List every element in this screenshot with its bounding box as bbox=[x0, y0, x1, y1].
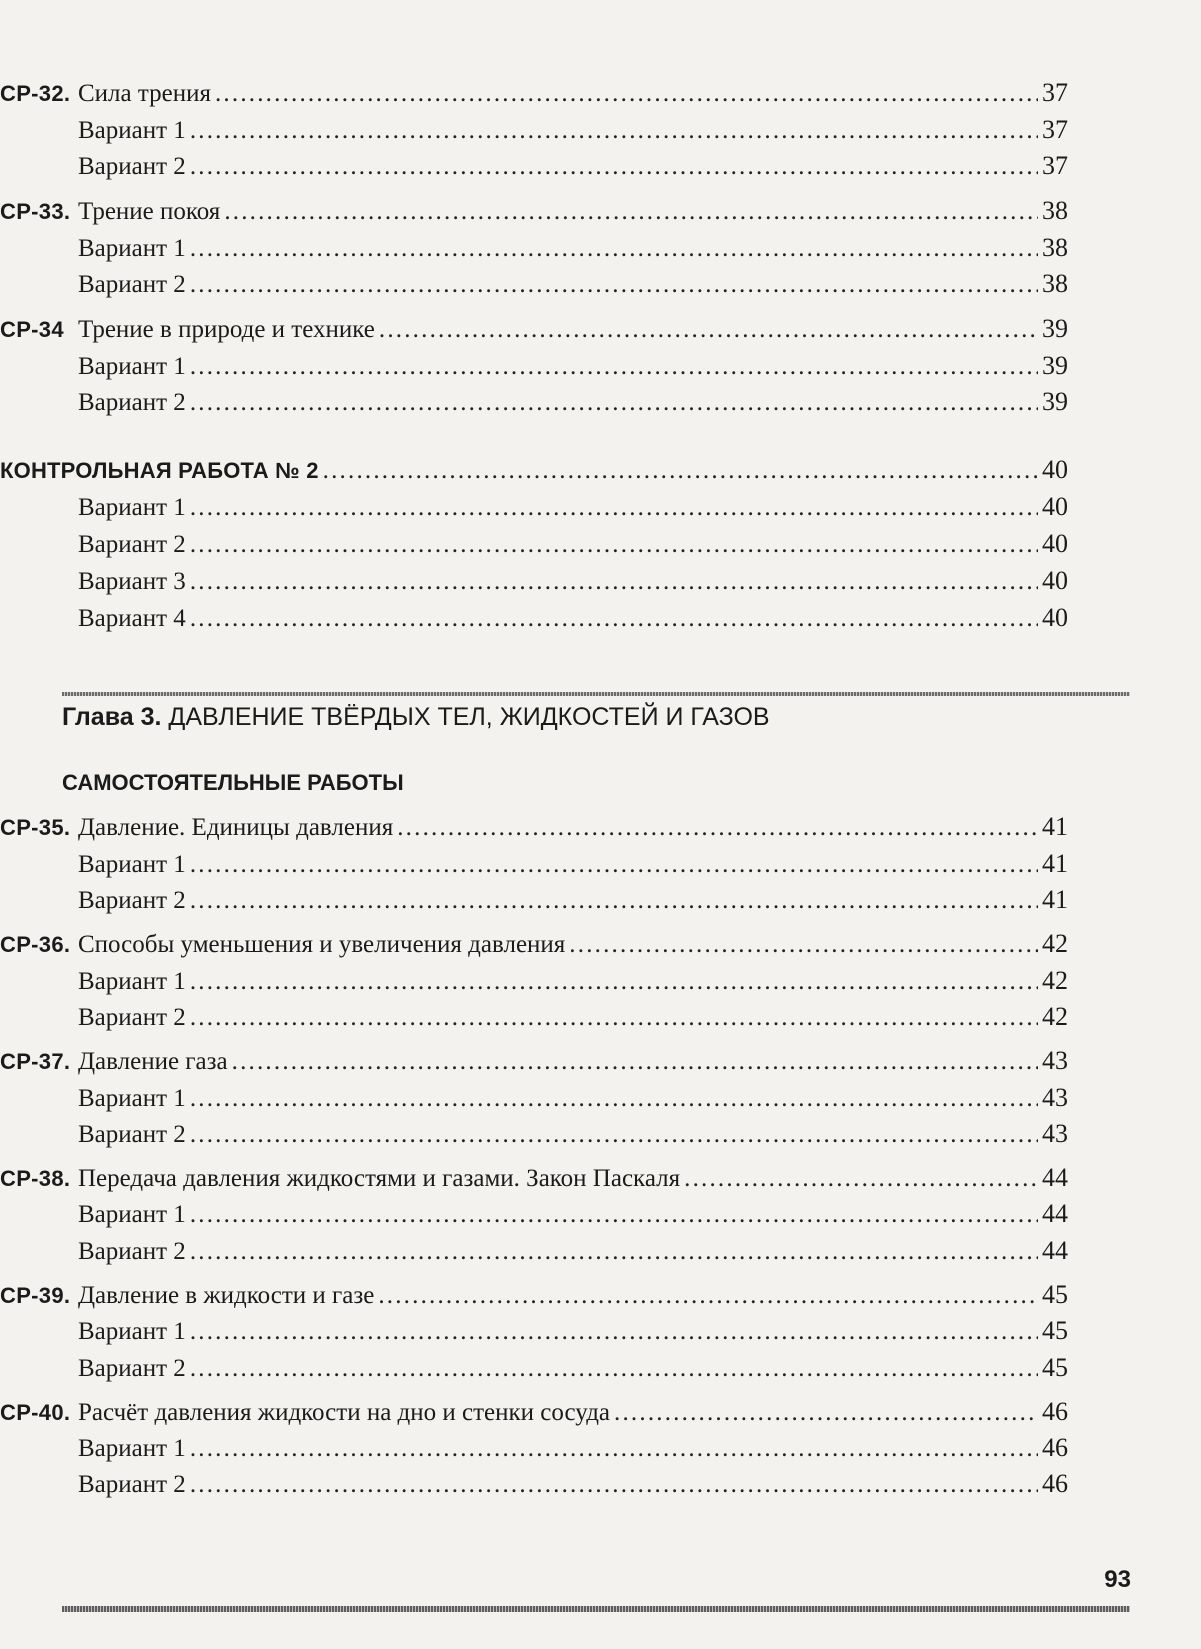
variant-label: Вариант 2 bbox=[78, 531, 186, 558]
toc-entry-sr34[interactable] bbox=[0, 314, 1068, 344]
leader-dots bbox=[190, 1003, 1038, 1033]
entry-code: СР-36. bbox=[0, 932, 71, 957]
variant-page: 45 bbox=[1042, 1316, 1068, 1345]
variant-label: Вариант 1 bbox=[78, 1085, 186, 1112]
variant-page: 40 bbox=[1042, 566, 1068, 595]
toc-variant[interactable] bbox=[0, 603, 1068, 633]
variant-label: Вариант 1 bbox=[78, 235, 186, 262]
toc-variant[interactable] bbox=[0, 966, 1068, 996]
variant-label: Вариант 1 bbox=[78, 1435, 186, 1462]
variant-label: Вариант 1 bbox=[78, 968, 186, 995]
variant-page: 44 bbox=[1042, 1236, 1068, 1265]
variant-page: 46 bbox=[1042, 1469, 1068, 1498]
toc-variant[interactable] bbox=[0, 1236, 1068, 1266]
toc-variant[interactable] bbox=[0, 1199, 1068, 1229]
toc-variant[interactable] bbox=[0, 233, 1068, 263]
leader-dots bbox=[190, 604, 1038, 634]
variant-page: 42 bbox=[1042, 966, 1068, 995]
variant-label: Вариант 2 bbox=[78, 1121, 186, 1148]
variant-page: 46 bbox=[1042, 1433, 1068, 1462]
leader-dots bbox=[190, 850, 1038, 880]
toc-variant[interactable] bbox=[0, 351, 1068, 381]
toc-entry-sr35[interactable] bbox=[0, 812, 1068, 842]
toc-entry-sr38[interactable] bbox=[0, 1163, 1068, 1193]
leader-dots bbox=[614, 1398, 1038, 1428]
entry-code: СР-40. bbox=[0, 1400, 71, 1425]
entry-page: 42 bbox=[1042, 929, 1068, 958]
entry-title: Расчёт давления жидкости на дно и стенки сосуда bbox=[78, 1399, 611, 1426]
leader-dots bbox=[190, 1317, 1038, 1347]
chapter-number: Глава 3. bbox=[62, 703, 162, 731]
leader-dots bbox=[190, 1237, 1038, 1267]
subheading: САМОСТОЯТЕЛЬНЫЕ РАБОТЫ bbox=[62, 770, 404, 795]
leader-dots bbox=[190, 1354, 1038, 1384]
variant-label: Вариант 1 bbox=[78, 494, 186, 521]
entry-code: СР-32. bbox=[0, 81, 71, 106]
toc-variant[interactable] bbox=[0, 1469, 1068, 1499]
variant-page: 44 bbox=[1042, 1199, 1068, 1228]
variant-page: 43 bbox=[1042, 1119, 1068, 1148]
variant-page: 40 bbox=[1042, 492, 1068, 521]
toc-entry-sr33[interactable] bbox=[0, 196, 1068, 226]
entry-page: 46 bbox=[1042, 1397, 1068, 1426]
page-number: 93 bbox=[1104, 1566, 1131, 1593]
leader-dots bbox=[190, 1120, 1038, 1150]
leader-dots bbox=[190, 152, 1038, 182]
leader-dots bbox=[684, 1164, 1038, 1194]
variant-label: Вариант 2 bbox=[78, 153, 186, 180]
leader-dots bbox=[378, 1281, 1038, 1311]
entry-page: 43 bbox=[1042, 1046, 1068, 1075]
leader-dots bbox=[190, 352, 1038, 382]
leader-dots bbox=[190, 1200, 1038, 1230]
entry-title: Давление. Единицы давления bbox=[78, 814, 394, 841]
entry-code: СР-38. bbox=[0, 1166, 71, 1191]
toc-variant[interactable] bbox=[0, 115, 1068, 145]
variant-label: Вариант 2 bbox=[78, 389, 186, 416]
toc-variant[interactable] bbox=[0, 849, 1068, 879]
toc-variant[interactable] bbox=[0, 566, 1068, 596]
toc-entry-sr37[interactable] bbox=[0, 1046, 1068, 1076]
entry-page: 41 bbox=[1042, 812, 1068, 841]
leader-dots bbox=[190, 493, 1038, 523]
section-title: КОНТРОЛЬНАЯ РАБОТА № 2 bbox=[0, 458, 319, 483]
chapter-divider bbox=[62, 692, 1130, 696]
variant-page: 39 bbox=[1042, 351, 1068, 380]
toc-variant[interactable] bbox=[0, 1002, 1068, 1032]
variant-page: 37 bbox=[1042, 151, 1068, 180]
leader-dots bbox=[379, 315, 1038, 345]
variant-page: 41 bbox=[1042, 849, 1068, 878]
leader-dots bbox=[232, 1047, 1038, 1077]
entry-title: Трение в природе и технике bbox=[78, 316, 375, 343]
variant-label: Вариант 1 bbox=[78, 1318, 186, 1345]
variant-page: 42 bbox=[1042, 1002, 1068, 1031]
entry-page: 37 bbox=[1042, 78, 1068, 107]
entry-code: СР-33. bbox=[0, 199, 71, 224]
toc-variant[interactable] bbox=[0, 885, 1068, 915]
entry-title: Трение покоя bbox=[78, 198, 221, 225]
variant-label: Вариант 4 bbox=[78, 605, 186, 632]
leader-dots bbox=[224, 197, 1038, 227]
entry-page: 38 bbox=[1042, 196, 1068, 225]
variant-label: Вариант 1 bbox=[78, 1201, 186, 1228]
variant-page: 38 bbox=[1042, 269, 1068, 298]
variant-label: Вариант 2 bbox=[78, 1238, 186, 1265]
variant-label: Вариант 2 bbox=[78, 1471, 186, 1498]
variant-label: Вариант 2 bbox=[78, 1004, 186, 1031]
leader-dots bbox=[190, 1084, 1038, 1114]
leader-dots bbox=[190, 270, 1038, 300]
toc-entry-sr36[interactable] bbox=[0, 929, 1068, 959]
variant-label: Вариант 2 bbox=[78, 887, 186, 914]
toc-variant[interactable] bbox=[0, 1353, 1068, 1383]
toc-variant[interactable] bbox=[0, 269, 1068, 299]
variant-page: 38 bbox=[1042, 233, 1068, 262]
leader-dots bbox=[190, 886, 1038, 916]
toc-variant[interactable] bbox=[0, 1316, 1068, 1346]
entry-title: Давление в жидкости и газе bbox=[78, 1282, 375, 1309]
variant-page: 40 bbox=[1042, 529, 1068, 558]
entry-code: СР-39. bbox=[0, 1283, 71, 1308]
leader-dots bbox=[190, 234, 1038, 264]
variant-label: Вариант 1 bbox=[78, 353, 186, 380]
toc-variant[interactable] bbox=[0, 1433, 1068, 1463]
toc-entry-sr32[interactable] bbox=[0, 78, 1068, 108]
entry-code: СР-35. bbox=[0, 815, 71, 840]
entry-page: 44 bbox=[1042, 1163, 1068, 1192]
toc-variant[interactable] bbox=[0, 529, 1068, 559]
leader-dots bbox=[190, 1434, 1038, 1464]
variant-page: 41 bbox=[1042, 885, 1068, 914]
toc-variant[interactable] bbox=[0, 1119, 1068, 1149]
variant-label: Вариант 1 bbox=[78, 851, 186, 878]
toc-variant[interactable] bbox=[0, 387, 1068, 417]
variant-label: Вариант 3 bbox=[78, 568, 186, 595]
variant-label: Вариант 1 bbox=[78, 117, 186, 144]
section-page: 40 bbox=[1042, 455, 1068, 484]
variant-page: 40 bbox=[1042, 603, 1068, 632]
leader-dots bbox=[190, 388, 1038, 418]
chapter-heading[interactable] bbox=[62, 700, 770, 734]
toc-variant[interactable] bbox=[0, 151, 1068, 181]
variant-label: Вариант 2 bbox=[78, 1355, 186, 1382]
leader-dots bbox=[190, 530, 1038, 560]
bottom-divider bbox=[62, 1606, 1130, 1612]
variant-page: 39 bbox=[1042, 387, 1068, 416]
toc-entry-sr40[interactable] bbox=[0, 1397, 1068, 1427]
leader-dots bbox=[215, 79, 1038, 109]
leader-dots bbox=[323, 456, 1038, 486]
entry-title: Давление газа bbox=[78, 1048, 228, 1075]
entry-page: 45 bbox=[1042, 1280, 1068, 1309]
entry-title: Передача давления жидкостями и газами. Закон Паскаля bbox=[78, 1165, 681, 1192]
toc-entry-sr39[interactable] bbox=[0, 1280, 1068, 1310]
variant-page: 37 bbox=[1042, 115, 1068, 144]
variant-label: Вариант 2 bbox=[78, 271, 186, 298]
toc-variant[interactable] bbox=[0, 492, 1068, 522]
leader-dots bbox=[190, 1470, 1038, 1500]
entry-title: Сила трения bbox=[78, 80, 211, 107]
variant-page: 43 bbox=[1042, 1083, 1068, 1112]
leader-dots bbox=[190, 967, 1038, 997]
entry-code: СР-37. bbox=[0, 1049, 71, 1074]
toc-entry-control-work[interactable] bbox=[0, 455, 1068, 485]
chapter-title: ДАВЛЕНИЕ ТВЁРДЫХ ТЕЛ, ЖИДКОСТЕЙ И ГАЗОВ bbox=[168, 703, 770, 731]
leader-dots bbox=[190, 116, 1038, 146]
variant-page: 45 bbox=[1042, 1353, 1068, 1382]
toc-variant[interactable] bbox=[0, 1083, 1068, 1113]
entry-title: Способы уменьшения и увеличения давления bbox=[78, 931, 566, 958]
leader-dots bbox=[569, 930, 1038, 960]
entry-code: СР-34 bbox=[0, 317, 64, 342]
entry-page: 39 bbox=[1042, 314, 1068, 343]
leader-dots bbox=[190, 567, 1038, 597]
leader-dots bbox=[397, 813, 1038, 843]
